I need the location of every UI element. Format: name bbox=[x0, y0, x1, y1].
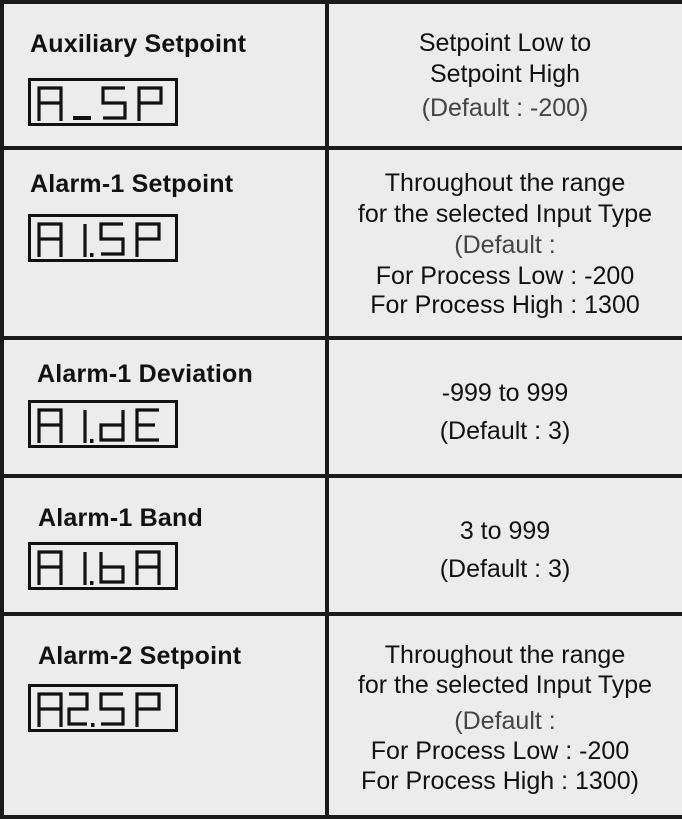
description-line: (Default : -200) bbox=[421, 94, 589, 122]
table-row bbox=[0, 612, 682, 819]
seven-segment-display-icon bbox=[28, 400, 178, 448]
seven-segment-display-icon bbox=[28, 542, 178, 590]
description-line: for the selected Input Type bbox=[357, 200, 653, 228]
table-bottom-border bbox=[0, 815, 682, 819]
seven-segment-display-icon bbox=[28, 78, 178, 126]
table-row bbox=[0, 146, 682, 340]
parameter-name: Alarm-2 Setpoint bbox=[38, 642, 242, 670]
description-line: For Process High : 1300) bbox=[361, 767, 639, 795]
description-line: Setpoint Low to bbox=[418, 29, 592, 57]
parameter-description bbox=[332, 640, 678, 796]
table-row bbox=[0, 474, 682, 616]
description-line: 3 to 999 bbox=[459, 517, 551, 545]
description-line: (Default : 3) bbox=[439, 555, 571, 583]
description-line: for the selected Input Type bbox=[357, 671, 653, 699]
parameter-description bbox=[332, 512, 678, 588]
description-line: (Default : bbox=[454, 707, 556, 735]
parameter-description bbox=[332, 28, 678, 124]
table-row bbox=[0, 336, 682, 478]
description-line: (Default : 3) bbox=[439, 417, 571, 445]
parameter-name: Alarm-1 Band bbox=[38, 504, 203, 532]
parameter-description bbox=[332, 168, 678, 321]
parameter-name: Alarm-1 Setpoint bbox=[30, 170, 234, 198]
description-line: Throughout the range bbox=[384, 169, 626, 197]
description-line: -999 to 999 bbox=[441, 379, 569, 407]
description-line: Setpoint High bbox=[429, 60, 581, 88]
parameter-description bbox=[332, 374, 678, 450]
description-line: For Process High : 1300 bbox=[370, 291, 640, 319]
parameter-name: Alarm-1 Deviation bbox=[37, 360, 253, 388]
parameter-name: Auxiliary Setpoint bbox=[30, 30, 247, 58]
seven-segment-display-icon bbox=[28, 214, 178, 262]
table-row bbox=[0, 0, 682, 150]
description-line: For Process Low : -200 bbox=[375, 262, 635, 290]
description-line: For Process Low : -200 bbox=[370, 737, 630, 765]
description-line: Throughout the range bbox=[384, 641, 626, 669]
description-line: (Default : bbox=[454, 231, 556, 259]
seven-segment-display-icon bbox=[28, 684, 178, 732]
